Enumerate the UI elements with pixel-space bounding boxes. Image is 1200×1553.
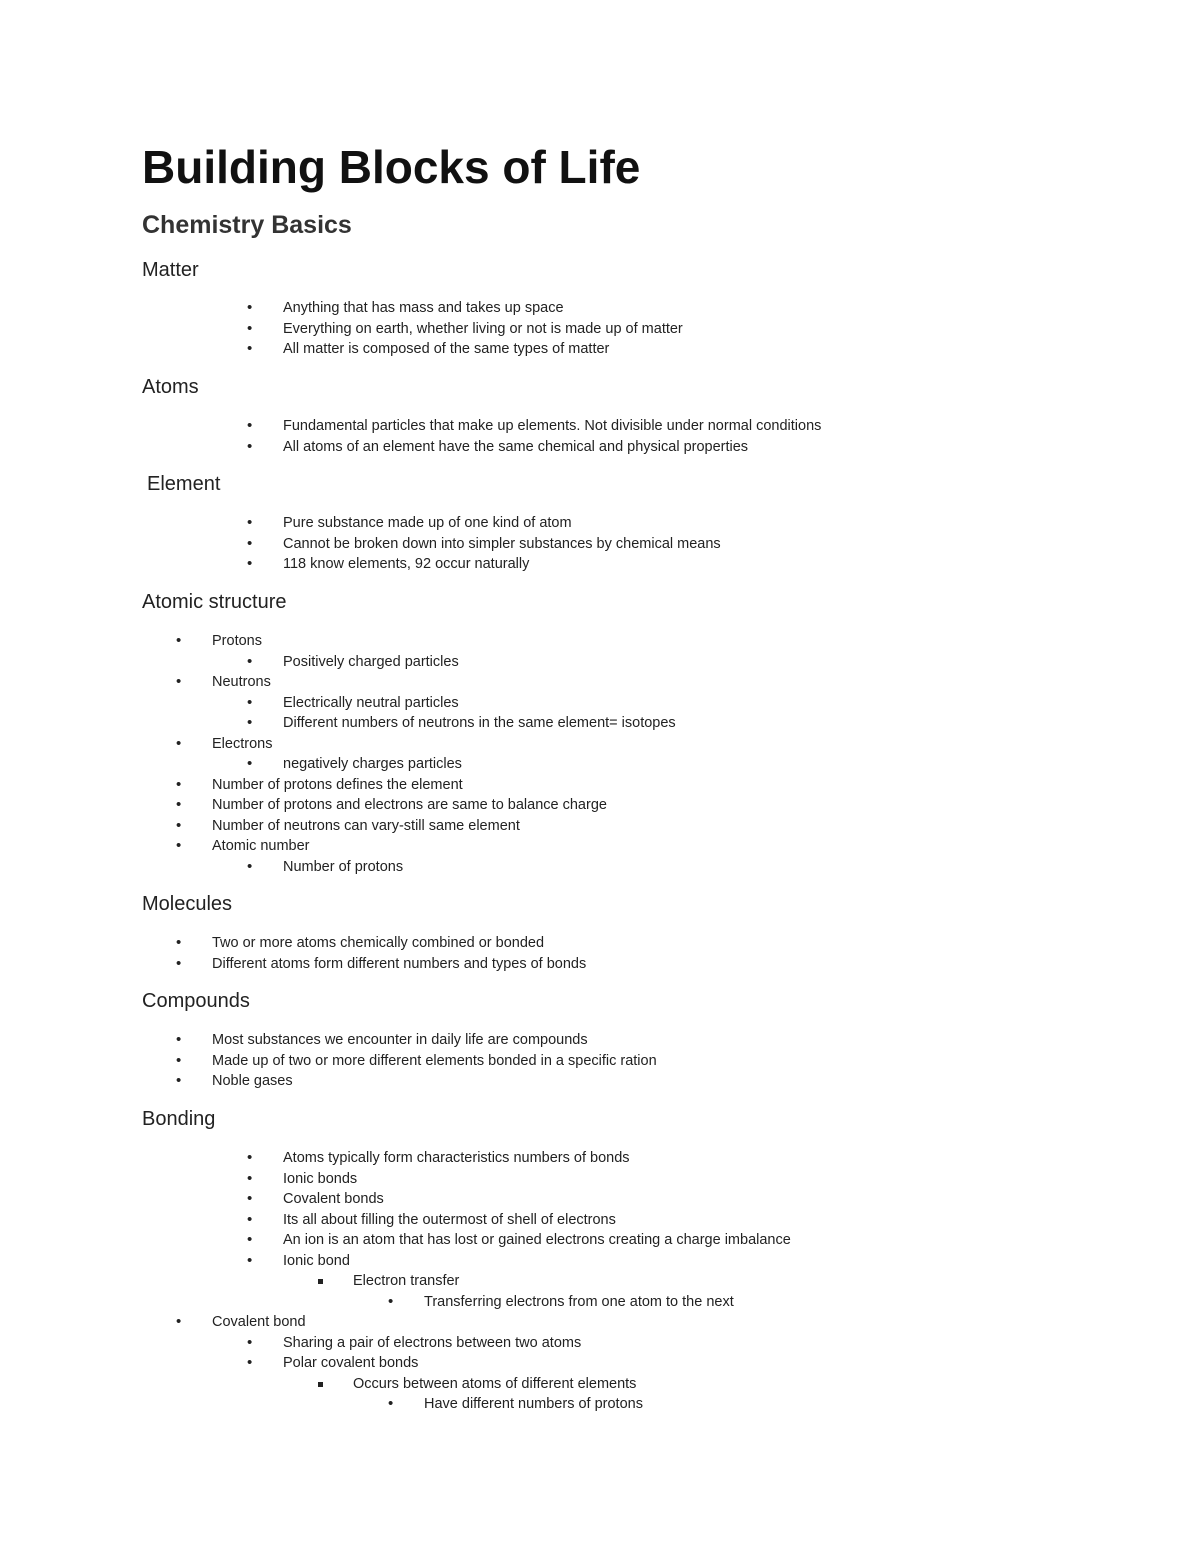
- document-title: Building Blocks of Life: [142, 141, 641, 193]
- list-item: • Fundamental particles that make up elements. Not divisible under normal conditions: [0, 416, 821, 437]
- list-item: • Atomic number: [0, 836, 676, 857]
- molecules-list: [0, 933, 586, 974]
- list-item: Electron transfer: [0, 1271, 791, 1292]
- section-heading-element: Element: [147, 473, 221, 495]
- list-item: • All matter is composed of the same types of matter: [0, 339, 683, 360]
- list-item: • Polar covalent bonds: [0, 1353, 791, 1374]
- list-item: • Number of protons defines the element: [0, 775, 676, 796]
- element-list: [0, 513, 721, 575]
- list-item: • Two or more atoms chemically combined or bonded: [0, 933, 586, 954]
- list-item: • Atoms typically form characteristics numbers of bonds: [0, 1148, 791, 1169]
- atomic-structure-list: [0, 631, 676, 877]
- section-heading-atomic-structure: Atomic structure: [142, 591, 287, 613]
- list-item: • Have different numbers of protons: [0, 1394, 791, 1415]
- list-item: • All atoms of an element have the same chemical and physical properties: [0, 437, 821, 458]
- list-item: • Ionic bond: [0, 1251, 791, 1272]
- list-item: • Ionic bonds: [0, 1169, 791, 1190]
- list-item: • Cannot be broken down into simpler substances by chemical means: [0, 534, 721, 555]
- bonding-list: [0, 1148, 791, 1415]
- list-item: • Sharing a pair of electrons between two atoms: [0, 1333, 791, 1354]
- list-item: • Number of protons: [0, 857, 676, 878]
- list-item: • Different atoms form different numbers and types of bonds: [0, 954, 586, 975]
- list-item: • negatively charges particles: [0, 754, 676, 775]
- list-item: • Electrons: [0, 734, 676, 755]
- list-item: • Everything on earth, whether living or not is made up of matter: [0, 319, 683, 340]
- list-item: • Covalent bonds: [0, 1189, 791, 1210]
- list-item: • Most substances we encounter in daily life are compounds: [0, 1030, 657, 1051]
- list-item: • Covalent bond: [0, 1312, 791, 1333]
- list-item: • Positively charged particles: [0, 652, 676, 673]
- list-item: • Protons: [0, 631, 676, 652]
- section-heading-atoms: Atoms: [142, 376, 199, 398]
- section-heading-bonding: Bonding: [142, 1108, 216, 1130]
- list-item: Occurs between atoms of different elements: [0, 1374, 791, 1395]
- atoms-list: [0, 416, 821, 457]
- list-item: • Electrically neutral particles: [0, 693, 676, 714]
- list-item: • Made up of two or more different elements bonded in a specific ration: [0, 1051, 657, 1072]
- list-item: • Noble gases: [0, 1071, 657, 1092]
- compounds-list: [0, 1030, 657, 1092]
- document-subtitle: Chemistry Basics: [142, 211, 352, 239]
- list-item: • Neutrons: [0, 672, 676, 693]
- list-item: • 118 know elements, 92 occur naturally: [0, 554, 721, 575]
- section-heading-molecules: Molecules: [142, 893, 233, 915]
- matter-list: [0, 298, 683, 360]
- section-heading-matter: Matter: [142, 259, 199, 281]
- list-item: • An ion is an atom that has lost or gained electrons creating a charge imbalance: [0, 1230, 791, 1251]
- list-item: • Transferring electrons from one atom to the next: [0, 1292, 791, 1313]
- list-item: • Number of protons and electrons are same to balance charge: [0, 795, 676, 816]
- list-item: • Number of neutrons can vary-still same element: [0, 816, 676, 837]
- list-item: • Pure substance made up of one kind of atom: [0, 513, 721, 534]
- list-item: • Anything that has mass and takes up space: [0, 298, 683, 319]
- section-heading-compounds: Compounds: [142, 990, 250, 1012]
- list-item: • Different numbers of neutrons in the same element= isotopes: [0, 713, 676, 734]
- list-item: • Its all about filling the outermost of shell of electrons: [0, 1210, 791, 1231]
